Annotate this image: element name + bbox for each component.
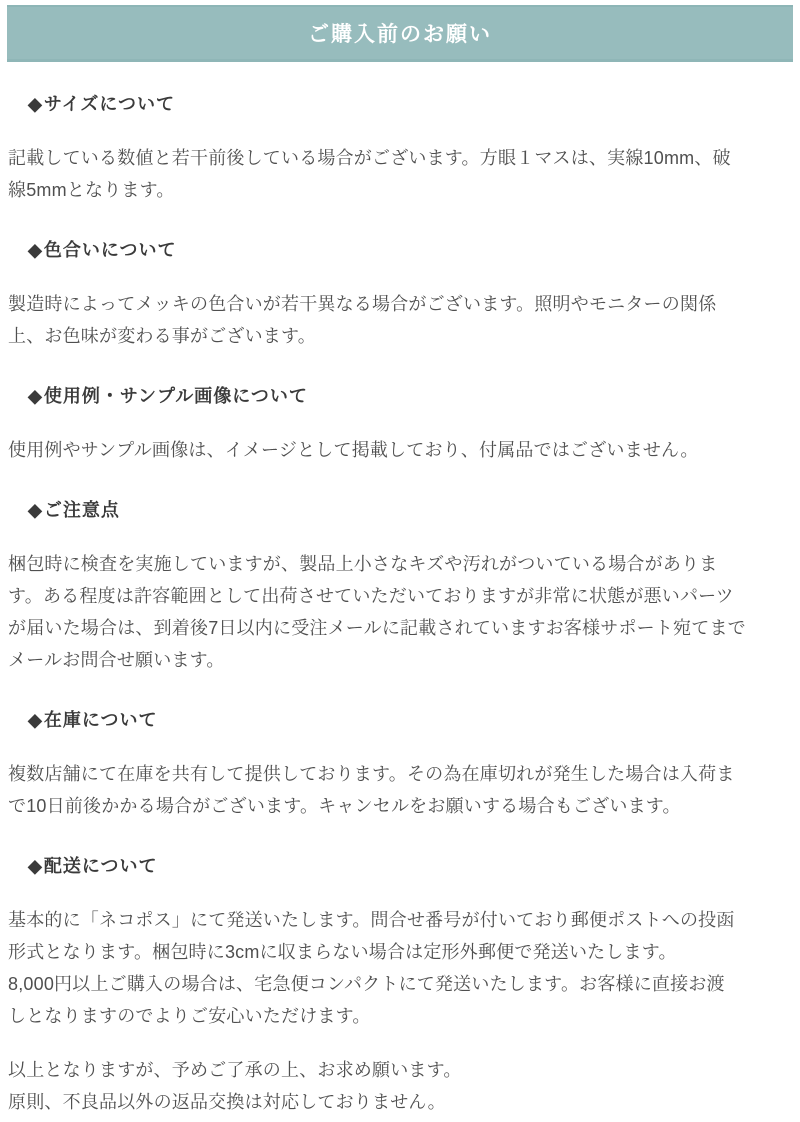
page-header (7, 5, 793, 62)
page-title: ご購入前のお願い (308, 23, 492, 46)
section-heading (28, 90, 792, 116)
body-line: メールお問合せ願います。 (8, 650, 225, 670)
section-shipping (8, 852, 792, 1032)
body-line: 基本的に「ネコポス」にて発送いたします。問合せ番号が付いており郵便ポストへの投函 (8, 910, 735, 930)
notice-content (0, 90, 800, 1122)
section-size (8, 90, 792, 206)
section-heading (28, 496, 792, 522)
section-heading (28, 706, 792, 732)
section-heading-text: ご注意点 (43, 500, 120, 520)
section-body (8, 758, 792, 822)
closing-line: 以上となりますが、予めご了承の上、お求め願います。 (8, 1060, 462, 1080)
section-heading (28, 382, 792, 408)
body-line: 形式となります。梱包時に3cmに収まらない場合は定形外郵便で発送いたします。 (8, 942, 677, 962)
diamond-bullet-icon: ◆ (28, 386, 43, 406)
body-line: す。ある程度は許容範囲として出荷させていただいておりますが非常に状態が悪いパーツ (8, 586, 734, 606)
diamond-bullet-icon: ◆ (28, 500, 43, 520)
body-line: 使用例やサンプル画像は、イメージとして掲載しており、付属品ではございません。 (8, 440, 699, 460)
body-line: 製造時によってメッキの色合いが若干異なる場合がございます。照明やモニターの関係 (8, 294, 717, 314)
body-line: が届いた場合は、到着後7日以内に受注メールに記載されていますお客様サポート宛てまで (8, 618, 746, 638)
section-stock (8, 706, 792, 822)
section-heading-text: サイズについて (43, 94, 176, 114)
diamond-bullet-icon: ◆ (28, 240, 43, 260)
section-body (8, 142, 792, 206)
body-line: 8,000円以上ご購入の場合は、宅急便コンパクトにて発送いたします。お客様に直接お渡 (8, 974, 725, 994)
closing-note (8, 1054, 792, 1122)
closing-line: 原則、不良品以外の返品交換は対応しておりません。 (8, 1092, 446, 1112)
section-cautions (8, 496, 792, 676)
body-line: 梱包時に検査を実施していますが、製品上小さなキズや汚れがついている場合がありま (8, 554, 718, 574)
section-heading (28, 852, 792, 878)
section-heading-text: 配送について (43, 856, 158, 876)
body-line: 線5mmとなります。 (8, 180, 175, 200)
body-line: 上、お色味が変わる事がございます。 (8, 326, 316, 346)
diamond-bullet-icon: ◆ (28, 856, 43, 876)
section-sample-images (8, 382, 792, 466)
section-heading-text: 使用例・サンプル画像について (43, 386, 308, 406)
section-body (8, 288, 792, 352)
section-heading-text: 在庫について (43, 710, 158, 730)
body-line: 複数店舗にて在庫を共有して提供しております。その為在庫切れが発生した場合は入荷ま (8, 764, 735, 784)
body-line: で10日前後かかる場合がございます。キャンセルをお願いする場合もございます。 (8, 796, 681, 816)
section-body (8, 904, 792, 1032)
section-color (8, 236, 792, 352)
section-body (8, 548, 792, 676)
section-heading (28, 236, 792, 262)
section-heading-text: 色合いについて (43, 240, 177, 260)
body-line: 記載している数値と若干前後している場合がございます。方眼１マスは、実線10mm、破 (8, 148, 731, 168)
diamond-bullet-icon: ◆ (28, 94, 43, 114)
section-body (8, 434, 792, 466)
body-line: しとなりますのでよりご安心いただけます。 (8, 1006, 371, 1026)
diamond-bullet-icon: ◆ (28, 710, 43, 730)
